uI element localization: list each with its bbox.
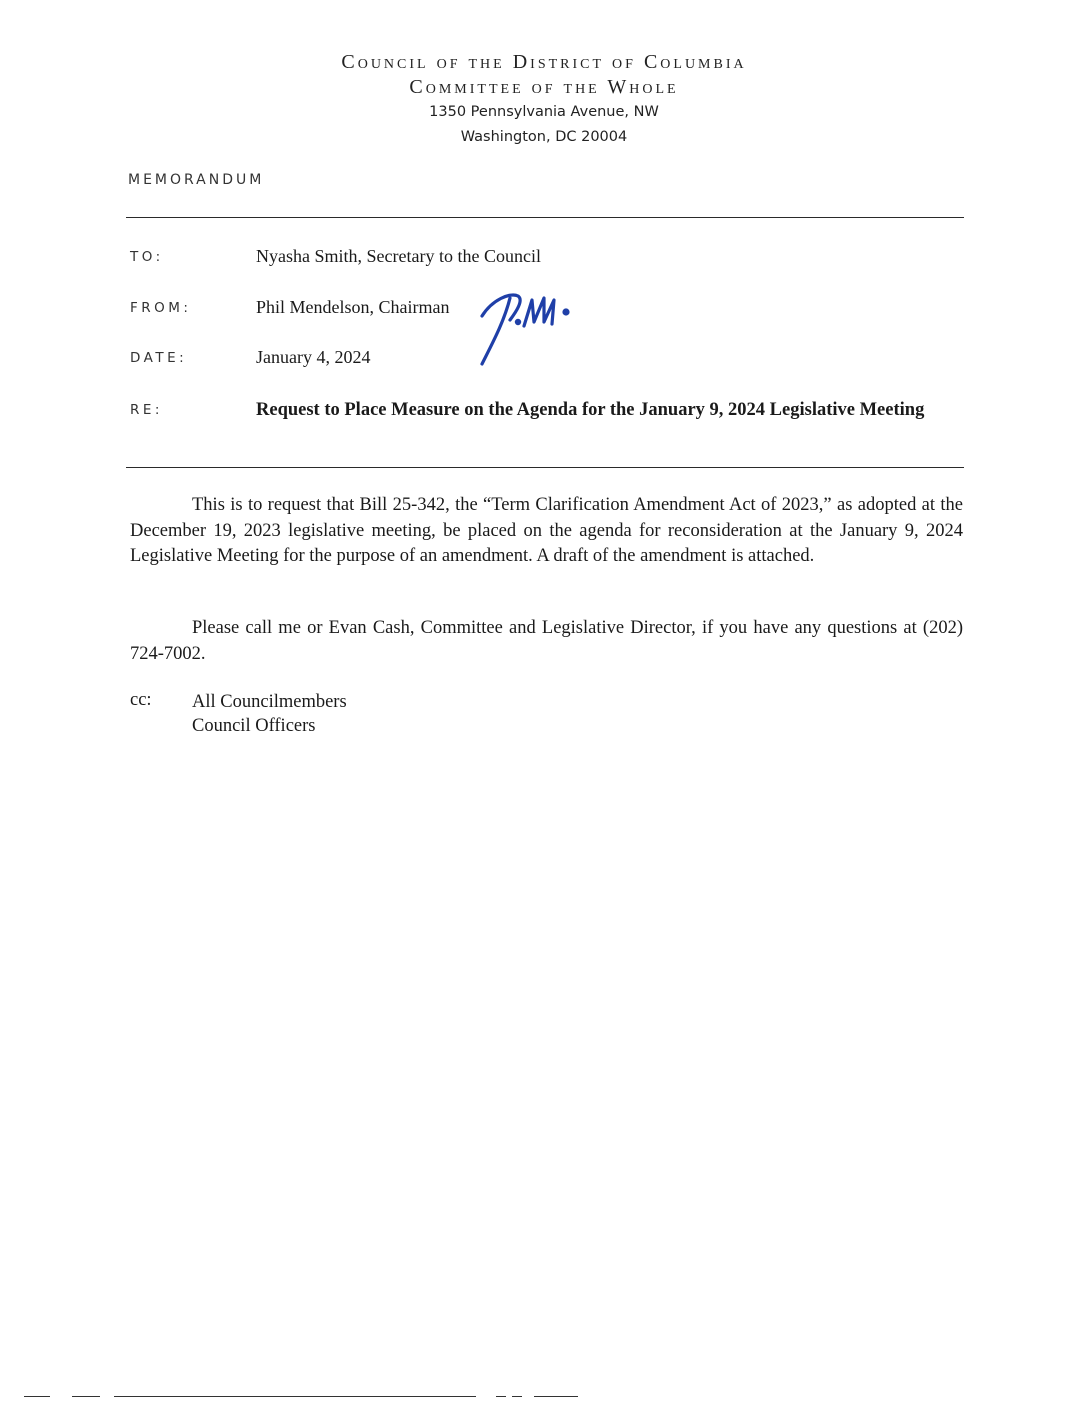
memorandum-label: MEMORANDUM	[128, 172, 265, 188]
to-value: Nyasha Smith, Secretary to the Council	[256, 246, 541, 266]
re-value: Request to Place Measure on the Agenda for the January 9, 2024 Legislative Meeting	[256, 400, 925, 420]
letterhead	[0, 50, 1088, 150]
to-label: TO:	[130, 249, 164, 265]
re-label: RE:	[130, 402, 163, 418]
letterhead-committee: Committee of the Whole	[409, 76, 679, 98]
footer-scan-marks	[0, 1396, 1088, 1400]
body-paragraph-1: This is to request that Bill 25-342, the “Term Clarification Amendment Act of 2023,” as adopted at the December 19, 2023 legislative meeting, be placed on the agenda for reconsideration at the January 9, 2024 Legislative Meeting for the purpose of an amendment. A draft of the amendment is attached.	[130, 495, 963, 566]
cc-list	[192, 690, 347, 738]
letterhead-address: 1350 Pennsylvania Avenue, NW	[429, 104, 659, 120]
header-divider-top	[126, 217, 964, 218]
body-paragraph-2: Please call me or Evan Cash, Committee and Legislative Director, if you have any questions at (202) 724-7002.	[130, 618, 963, 664]
letterhead-council: Council of the District of Columbia	[341, 51, 747, 73]
chairman-signature	[470, 282, 580, 372]
date-label: DATE:	[130, 350, 188, 366]
from-label: FROM:	[130, 300, 192, 316]
header-divider-bottom	[126, 467, 964, 468]
cc-recipient: Council Officers	[192, 716, 316, 736]
cc-label: cc:	[130, 690, 152, 710]
letterhead-city: Washington, DC 20004	[460, 129, 628, 145]
cc-recipient: All Councilmembers	[192, 692, 347, 712]
from-value: Phil Mendelson, Chairman	[256, 297, 450, 317]
date-value: January 4, 2024	[256, 347, 371, 367]
